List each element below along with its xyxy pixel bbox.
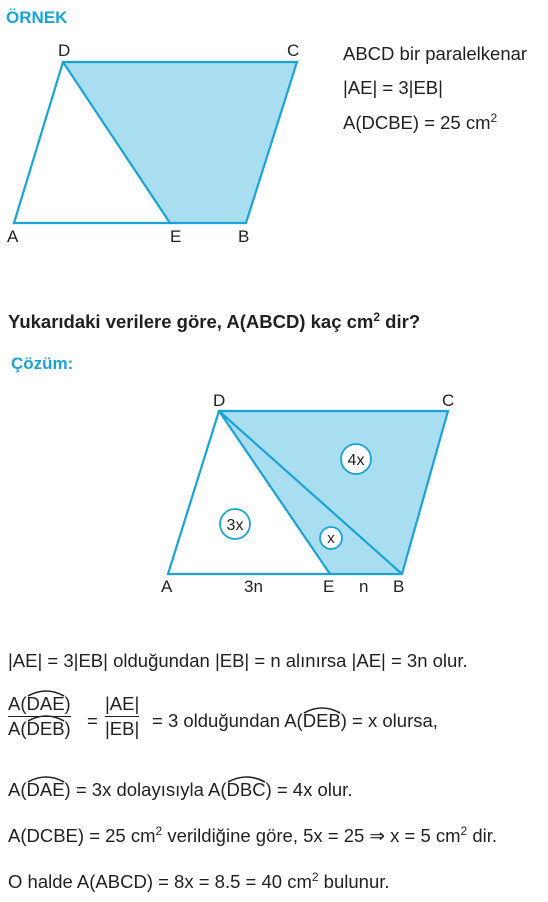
vertex-label-e: E [323, 577, 335, 596]
vertex-label-d: D [213, 391, 226, 410]
solution-line-2: = 3 olduğundan A( DEB) = x olursa, [152, 710, 438, 731]
vertex-label-a: A [7, 227, 19, 246]
solution-line-1: |AE| = 3|EB| olduğundan |EB| = n alınırsa |AE| = 3n olur. [8, 650, 468, 671]
vertex-label-e: E [170, 227, 182, 246]
area-label-4x: 4x [347, 452, 365, 469]
given-line-2: |AE| = 3|EB| [343, 77, 443, 98]
fraction-segment-ratio [105, 693, 139, 740]
fraction-area-ratio [8, 693, 71, 740]
shaded-region-dcbe [63, 62, 297, 223]
fraction-denominator: A( DEB) [8, 718, 71, 740]
segment-label-3n: 3n [244, 577, 263, 596]
vertex-label-c: C [287, 41, 300, 60]
area-label-3x: 3x [226, 517, 244, 534]
given-line-3: A(DCBE) = 25 $cm^2$ [343, 111, 498, 133]
example-parallelogram-figure [0, 36, 330, 248]
solution-heading: Çözüm: [11, 354, 74, 373]
vertex-label-d: D [58, 41, 71, 60]
solution-line-4: A(DCBE) = 25 $cm^2$ verildiğine göre, 5x = 25 ⇒ x = 5 $cm^2$ dir. [8, 824, 498, 846]
fraction-denominator: |EB| [105, 718, 140, 740]
vertex-label-b: B [238, 227, 250, 246]
vertex-label-c: C [442, 391, 455, 410]
implies-arrow-icon: ⇒ [369, 825, 385, 846]
solution-parallelogram-figure [150, 390, 470, 602]
equals-sign: = [87, 710, 98, 731]
segment-label-n: n [359, 577, 369, 596]
question-text: Yukarıdaki verilere göre, A(ABCD) kaç $cm^2$ dir? [8, 310, 421, 332]
example-heading: ÖRNEK [6, 8, 68, 27]
solution-line-3: A( DAE) = 3x dolayısıyla A( DBC) = 4x olur. [8, 779, 353, 800]
fraction-numerator: |AE| [105, 693, 140, 714]
vertex-label-a: A [161, 577, 173, 596]
given-line-1: ABCD bir paralelkenar [343, 43, 528, 64]
area-label-x: x [327, 530, 335, 547]
solution-line-5: O halde A(ABCD) = 8x = 8.5 = 40 $cm^2$ bulunur. [8, 870, 390, 892]
fraction-numerator: A( DAE) [8, 693, 71, 714]
vertex-label-b: B [393, 577, 405, 596]
